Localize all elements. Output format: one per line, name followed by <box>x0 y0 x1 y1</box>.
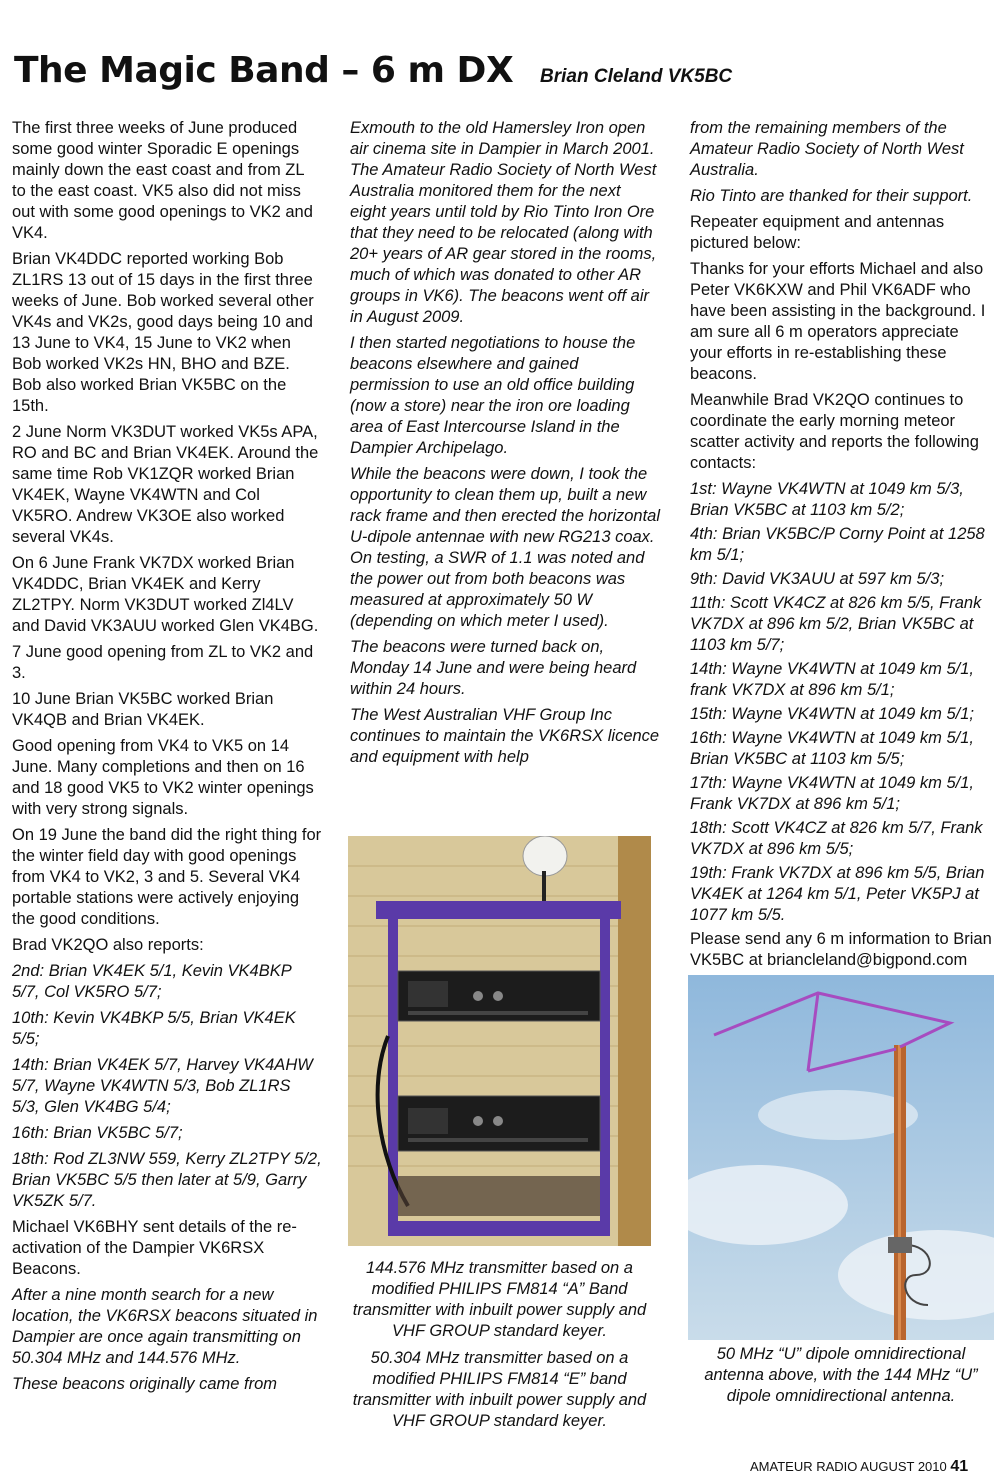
paragraph: Meanwhile Brad VK2QO continues to coordinate the early morning meteor scatter activity and reports the following contacts: <box>690 391 979 472</box>
contact-report: 2nd: Brian VK4EK 5/1, Kevin VK4BKP 5/7, Col VK5RO 5/7; <box>12 962 292 1001</box>
paragraph: On 6 June Frank VK7DX worked Brian VK4DDC, Brian VK4EK and Kerry ZL2TPY. Norm VK3DUT worked Zl4LV and David VK3AUU worked Glen VK4BG. <box>12 554 319 635</box>
caption-144mhz: 144.576 MHz transmitter based on a modified PHILIPS FM814 “A” Band transmitter with inbuilt power supply and VHF GROUP standard keyer. <box>352 1259 647 1340</box>
photo-caption-antenna: 50 MHz “U” dipole omnidirectional antenna above, with the 144 MHz “U” dipole omnidirectional antenna. <box>704 1345 978 1405</box>
caption-50mhz: 50.304 MHz transmitter based on a modified PHILIPS FM814 “E” band transmitter with inbuilt power supply and VHF GROUP standard keyer. <box>352 1349 647 1430</box>
antenna-illustration <box>688 975 994 1340</box>
contact-report: 11th: Scott VK4CZ at 826 km 5/5, Frank VK7DX at 896 km 5/2, Brian VK5BC at 1103 km 5/7; <box>690 594 982 654</box>
paragraph: Rio Tinto are thanked for their support. <box>690 187 973 205</box>
antenna-photo <box>688 975 994 1340</box>
beacon-rack-illustration <box>348 836 651 1246</box>
paragraph: 2 June Norm VK3DUT worked VK5s APA, RO and BC and Brian VK4EK. Around the same time Rob VK1ZQR worked Brian VK4EK, Wayne VK4WTN and Col VK5RO. Andrew VK3OE also worked several VK4s. <box>12 423 319 546</box>
paragraph: Repeater equipment and antennas pictured below: <box>690 213 945 252</box>
contact-report: 17th: Wayne VK4WTN at 1049 km 5/1, Frank VK7DX at 896 km 5/1; <box>690 774 974 813</box>
page-footer <box>750 1458 968 1476</box>
paragraph: from the remaining members of the Amateur Radio Society of North West Australia. <box>690 119 964 179</box>
contact-report: 16th: Brian VK5BC 5/7; <box>12 1124 183 1142</box>
paragraph: The first three weeks of June produced some good winter Sporadic E openings mainly down the east coast and from ZL to the east coast. VK5 also did not miss out with some good openings to VK2 and VK4. <box>12 119 313 242</box>
paragraph: Thanks for your efforts Michael and also Peter VK6KXW and Phil VK6ADF who have been assisting in the background. I am sure all 6 m operators appreciate your efforts in re-establishing these beacons. <box>690 260 986 383</box>
photo-caption-rack <box>348 1258 651 1438</box>
paragraph: 7 June good opening from ZL to VK2 and 3. <box>12 643 314 682</box>
contact-report: 14th: Wayne VK4WTN at 1049 km 5/1, frank VK7DX at 896 km 5/1; <box>690 660 974 699</box>
paragraph: The beacons were turned back on, Monday 14 June and were being heard within 24 hours. <box>350 638 637 698</box>
contact-report: 16th: Wayne VK4WTN at 1049 km 5/1, Brian VK5BC at 1103 km 5/5; <box>690 729 974 768</box>
contact-report: 9th: David VK3AUU at 597 km 5/3; <box>690 570 945 588</box>
paragraph: 10 June Brian VK5BC worked Brian VK4QB and Brian VK4EK. <box>12 690 274 729</box>
paragraph: Michael VK6BHY sent details of the re-activation of the Dampier VK6RSX Beacons. <box>12 1218 297 1278</box>
paragraph: Brian VK4DDC reported working Bob ZL1RS 13 out of 15 days in the first three weeks of June. Bob worked several other VK4s and VK2s, good days being 10 and 13 June to VK4, 15 June to VK2 when Bob worked VK2s HN, BHO and BZE. Bob also worked Brian VK5BC on the 15th. <box>12 250 314 415</box>
paragraph: While the beacons were down, I took the opportunity to clean them up, built a new rack frame and then erected the horizontal U-dipole antennae with new RG213 coax. On testing, a SWR of 1.1 was noted and the power out from both beacons was measured at approximately 50 W (depending on which meter I used). <box>350 465 661 630</box>
contact-report: 18th: Scott VK4CZ at 826 km 5/7, Frank VK7DX at 896 km 5/5; <box>690 819 983 858</box>
contact-report: 15th: Wayne VK4WTN at 1049 km 5/1; <box>690 705 974 723</box>
contact-report: 10th: Kevin VK4BKP 5/5, Brian VK4EK 5/5; <box>12 1009 296 1048</box>
page-number: 41 <box>950 1458 969 1475</box>
paragraph: Good opening from VK4 to VK5 on 14 June. Many completions and then on 16 and 18 good VK5 to VK2 winter openings with very strong signals. <box>12 737 314 818</box>
column-3 <box>690 118 992 992</box>
column-1 <box>12 118 322 1400</box>
magazine-name: AMATEUR RADIO AUGUST 2010 <box>750 1459 947 1474</box>
contact-report: 4th: Brian VK5BC/P Corny Point at 1258 km 5/1; <box>690 525 985 564</box>
paragraph: Brad VK2QO also reports: <box>12 936 204 954</box>
closing-text: Please send any 6 m information to Brian VK5BC at briancleland@bigpond.com <box>690 930 992 969</box>
article-title: The Magic Band – 6 m DX <box>14 50 514 91</box>
paragraph: Exmouth to the old Hamersley Iron open air cinema site in Dampier in March 2001. The Amateur Radio Society of North West Australia monitored them for the next eight years until told by Rio Tinto Iron Ore that they need to be relocated (along with 20+ years of AR gear stored in the rooms, much of which was donated to other AR groups in VK6). The beacons went off air in August 2009. <box>350 119 657 326</box>
author-byline: Brian Cleland VK5BC <box>540 66 733 87</box>
paragraph: These beacons originally came from <box>12 1375 278 1393</box>
paragraph: The West Australian VHF Group Inc continues to maintain the VK6RSX licence and equipment with help <box>350 706 660 766</box>
paragraph: I then started negotiations to house the beacons elsewhere and gained permission to use an old office building (now a store) near the iron ore loading area of East Intercourse Island in the Dampier Archipelago. <box>350 334 636 457</box>
contact-report: 19th: Frank VK7DX at 896 km 5/5, Brian VK4EK at 1264 km 5/1, Peter VK5PJ at 1077 km 5/5. <box>690 864 985 924</box>
contact-report: 18th: Rod ZL3NW 559, Kerry ZL2TPY 5/2, Brian VK5BC 5/5 then later at 5/9, Garry VK5ZK 5/7. <box>12 1150 322 1210</box>
paragraph: After a nine month search for a new location, the VK6RSX beacons situated in Dampier are once again transmitting on 50.304 MHz and 144.576 MHz. <box>12 1286 318 1367</box>
beacon-rack-photo <box>348 836 651 1246</box>
paragraph: On 19 June the band did the right thing for the winter field day with good openings from VK4 to VK2, 3 and 5. Several VK4 portable stations were actively enjoying the good conditions. <box>12 826 322 928</box>
contact-report: 14th: Brian VK4EK 5/7, Harvey VK4AHW 5/7, Wayne VK4WTN 5/3, Bob ZL1RS 5/3, Glen VK4BG 5/4; <box>12 1056 313 1116</box>
contact-report: 1st: Wayne VK4WTN at 1049 km 5/3, Brian VK5BC at 1103 km 5/2; <box>690 480 964 519</box>
column-2 <box>350 118 660 773</box>
closing-paragraph <box>690 929 992 971</box>
